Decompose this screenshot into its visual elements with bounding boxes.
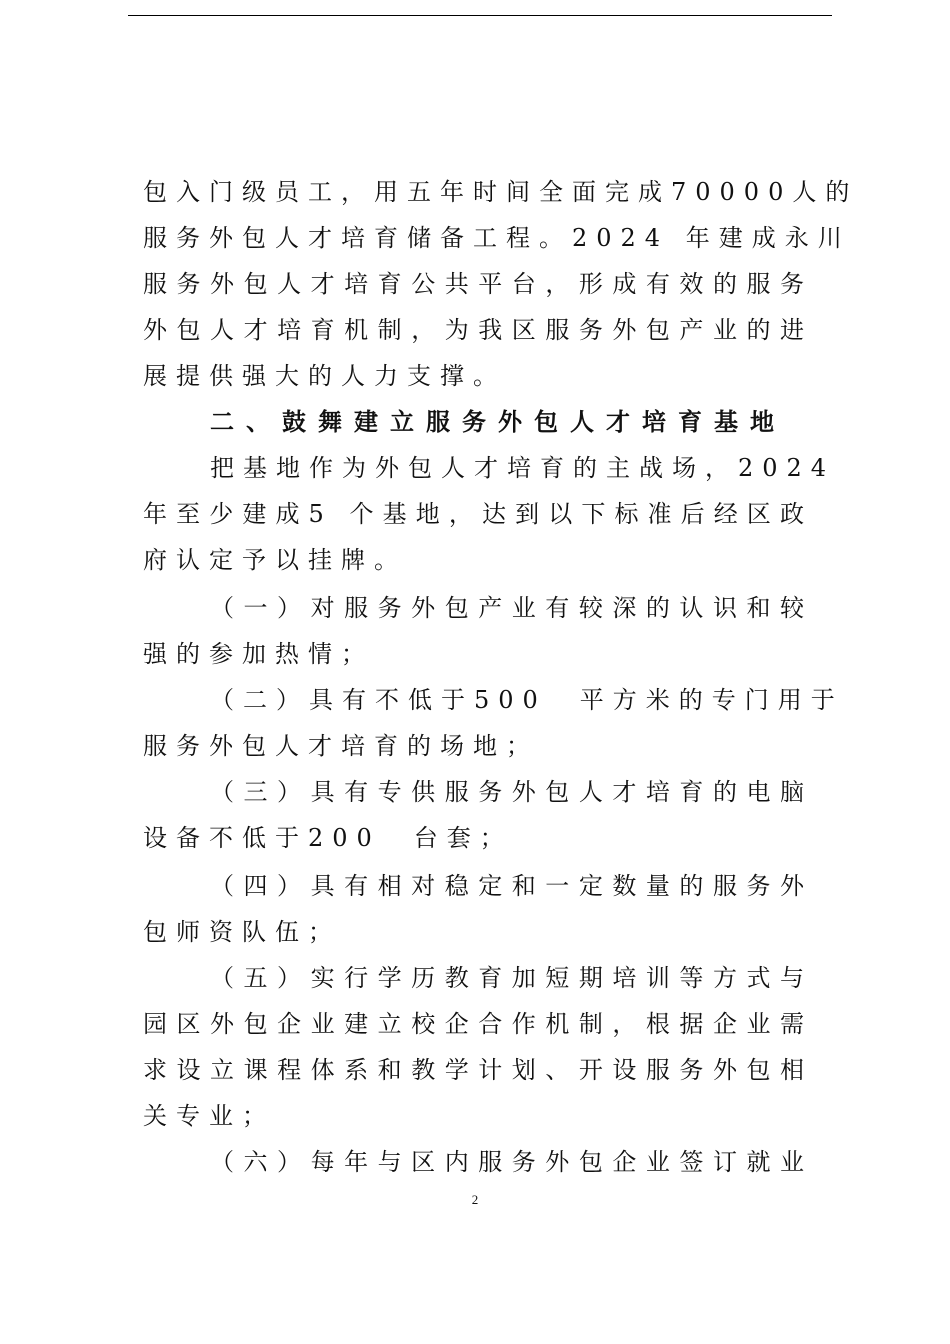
page-number: 2	[471, 1192, 479, 1207]
list-item: （四）具有相对稳定和一定数量的服务外	[210, 872, 813, 900]
body-line: 年至少建成5 个基地，达到以下标准后经区政	[143, 500, 813, 528]
list-item: （五）实行学历教育加短期培训等方式与	[210, 964, 813, 992]
body-line: 服务外包人才培育的场地；	[143, 732, 539, 760]
body-line: 府认定予以挂牌。	[143, 546, 407, 574]
body-line: 强的参加热情；	[143, 640, 374, 668]
body-line: 包入门级员工，用五年时间全面完成70000人的	[143, 178, 859, 206]
header-rule	[128, 15, 832, 16]
body-line: 外包人才培育机制，为我区服务外包产业的进	[143, 316, 813, 344]
body-line: 服务外包人才培育储备工程。2024 年建成永川	[143, 224, 851, 252]
body-line: 包师资队伍；	[143, 918, 341, 946]
list-item: （一）对服务外包产业有较深的认识和较	[210, 594, 813, 622]
body-line: 展提供强大的人力支撑。	[143, 362, 506, 390]
list-item: （三）具有专供服务外包人才培育的电脑	[210, 778, 813, 806]
body-line: 关专业；	[143, 1102, 275, 1130]
body-line: 服务外包人才培育公共平台，形成有效的服务	[143, 270, 813, 298]
list-item: （二）具有不低于500 平方米的专门用于	[210, 686, 844, 714]
body-line: 园区外包企业建立校企合作机制，根据企业需	[143, 1010, 813, 1038]
body-line: 求设立课程体系和教学计划、开设服务外包相	[143, 1056, 813, 1084]
body-line: 把基地作为外包人才培育的主战场，2024	[210, 454, 836, 482]
section-heading: 二、鼓舞建立服务外包人才培育基地	[210, 407, 786, 436]
body-line: 设备不低于200 台套；	[143, 824, 513, 852]
list-item: （六）每年与区内服务外包企业签订就业	[210, 1148, 813, 1176]
